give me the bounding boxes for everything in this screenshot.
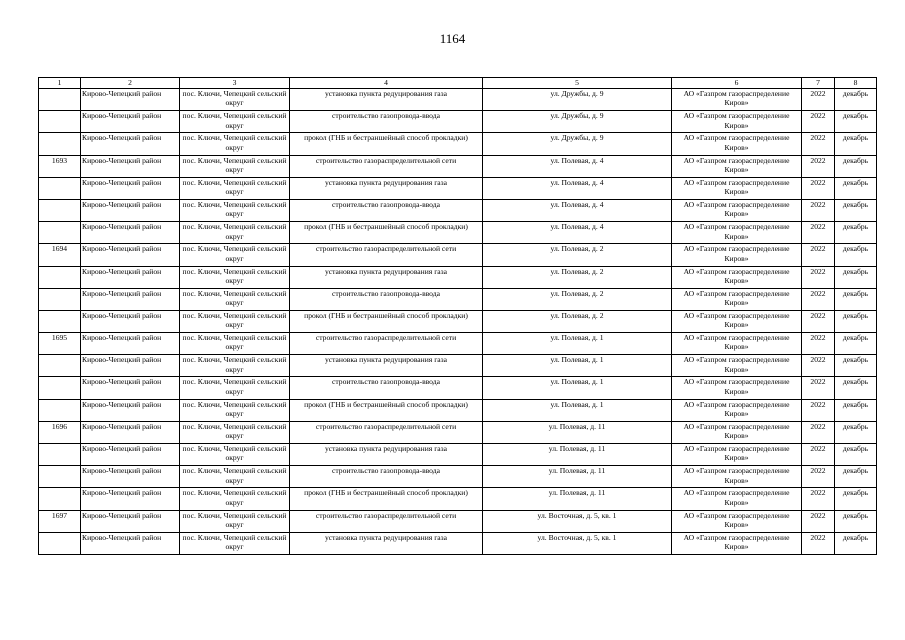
year-cell: 2022 xyxy=(802,266,835,288)
table-row xyxy=(39,355,877,377)
district-cell: Кирово-Чепецкий район xyxy=(81,399,180,421)
column-header-3: 3 xyxy=(180,78,290,89)
column-header-4: 4 xyxy=(290,78,483,89)
row-number-cell xyxy=(39,111,81,133)
row-number-cell xyxy=(39,310,81,332)
month-cell: декабрь xyxy=(835,488,877,510)
locality-cell: пос. Ключи, Чепецкий сельский округ xyxy=(180,488,290,510)
work-type-cell: установка пункта редуцирования газа xyxy=(290,266,483,288)
locality-cell: пос. Ключи, Чепецкий сельский округ xyxy=(180,177,290,199)
month-cell: декабрь xyxy=(835,266,877,288)
locality-cell: пос. Ключи, Чепецкий сельский округ xyxy=(180,510,290,532)
address-cell: ул. Дружбы, д. 9 xyxy=(483,111,672,133)
row-number-cell xyxy=(39,466,81,488)
year-cell: 2022 xyxy=(802,133,835,155)
work-type-cell: прокол (ГНБ и бестраншейный способ прокладки) xyxy=(290,488,483,510)
table-row xyxy=(39,488,877,510)
organization-cell: АО «Газпром газораспределение Киров» xyxy=(672,133,802,155)
year-cell: 2022 xyxy=(802,199,835,221)
table-row xyxy=(39,244,877,266)
column-header-8: 8 xyxy=(835,78,877,89)
year-cell: 2022 xyxy=(802,355,835,377)
organization-cell: АО «Газпром газораспределение Киров» xyxy=(672,199,802,221)
table-row xyxy=(39,266,877,288)
work-type-cell: установка пункта редуцирования газа xyxy=(290,444,483,466)
work-type-cell: прокол (ГНБ и бестраншейный способ прокладки) xyxy=(290,399,483,421)
table-header-row xyxy=(39,78,877,89)
row-number-cell xyxy=(39,488,81,510)
work-type-cell: строительство газораспределительной сети xyxy=(290,421,483,443)
row-number-cell xyxy=(39,288,81,310)
month-cell: декабрь xyxy=(835,399,877,421)
locality-cell: пос. Ключи, Чепецкий сельский округ xyxy=(180,532,290,554)
month-cell: декабрь xyxy=(835,510,877,532)
month-cell: декабрь xyxy=(835,532,877,554)
month-cell: декабрь xyxy=(835,421,877,443)
district-cell: Кирово-Чепецкий район xyxy=(81,177,180,199)
table-body xyxy=(39,89,877,555)
year-cell: 2022 xyxy=(802,244,835,266)
column-header-1: 1 xyxy=(39,78,81,89)
row-number-cell xyxy=(39,199,81,221)
row-number-cell xyxy=(39,266,81,288)
table-row xyxy=(39,399,877,421)
locality-cell: пос. Ключи, Чепецкий сельский округ xyxy=(180,133,290,155)
address-cell: ул. Полевая, д. 11 xyxy=(483,421,672,443)
year-cell: 2022 xyxy=(802,111,835,133)
row-number-cell: 1693 xyxy=(39,155,81,177)
address-cell: ул. Полевая, д. 2 xyxy=(483,266,672,288)
address-cell: ул. Полевая, д. 4 xyxy=(483,177,672,199)
row-number-cell xyxy=(39,222,81,244)
table-row xyxy=(39,288,877,310)
year-cell: 2022 xyxy=(802,466,835,488)
year-cell: 2022 xyxy=(802,288,835,310)
table-row xyxy=(39,199,877,221)
locality-cell: пос. Ключи, Чепецкий сельский округ xyxy=(180,399,290,421)
row-number-cell xyxy=(39,89,81,111)
month-cell: декабрь xyxy=(835,288,877,310)
organization-cell: АО «Газпром газораспределение Киров» xyxy=(672,222,802,244)
organization-cell: АО «Газпром газораспределение Киров» xyxy=(672,488,802,510)
organization-cell: АО «Газпром газораспределение Киров» xyxy=(672,466,802,488)
month-cell: декабрь xyxy=(835,466,877,488)
table-row xyxy=(39,133,877,155)
month-cell: декабрь xyxy=(835,444,877,466)
page-number: 1164 xyxy=(439,31,466,46)
row-number-cell: 1697 xyxy=(39,510,81,532)
locality-cell: пос. Ключи, Чепецкий сельский округ xyxy=(180,355,290,377)
year-cell: 2022 xyxy=(802,444,835,466)
work-type-cell: прокол (ГНБ и бестраншейный способ прокладки) xyxy=(290,222,483,244)
address-cell: ул. Полевая, д. 1 xyxy=(483,355,672,377)
organization-cell: АО «Газпром газораспределение Киров» xyxy=(672,355,802,377)
data-table xyxy=(38,77,877,555)
district-cell: Кирово-Чепецкий район xyxy=(81,89,180,111)
locality-cell: пос. Ключи, Чепецкий сельский округ xyxy=(180,199,290,221)
district-cell: Кирово-Чепецкий район xyxy=(81,288,180,310)
organization-cell: АО «Газпром газораспределение Киров» xyxy=(672,377,802,399)
address-cell: ул. Полевая, д. 11 xyxy=(483,466,672,488)
table-row xyxy=(39,444,877,466)
table-row xyxy=(39,111,877,133)
row-number-cell: 1694 xyxy=(39,244,81,266)
organization-cell: АО «Газпром газораспределение Киров» xyxy=(672,266,802,288)
locality-cell: пос. Ключи, Чепецкий сельский округ xyxy=(180,466,290,488)
organization-cell: АО «Газпром газораспределение Киров» xyxy=(672,177,802,199)
organization-cell: АО «Газпром газораспределение Киров» xyxy=(672,510,802,532)
district-cell: Кирово-Чепецкий район xyxy=(81,421,180,443)
year-cell: 2022 xyxy=(802,177,835,199)
locality-cell: пос. Ключи, Чепецкий сельский округ xyxy=(180,288,290,310)
organization-cell: АО «Газпром газораспределение Киров» xyxy=(672,310,802,332)
table-row xyxy=(39,377,877,399)
address-cell: ул. Полевая, д. 2 xyxy=(483,310,672,332)
district-cell: Кирово-Чепецкий район xyxy=(81,444,180,466)
district-cell: Кирово-Чепецкий район xyxy=(81,155,180,177)
address-cell: ул. Полевая, д. 2 xyxy=(483,288,672,310)
address-cell: ул. Полевая, д. 1 xyxy=(483,333,672,355)
district-cell: Кирово-Чепецкий район xyxy=(81,510,180,532)
organization-cell: АО «Газпром газораспределение Киров» xyxy=(672,532,802,554)
district-cell: Кирово-Чепецкий район xyxy=(81,199,180,221)
column-header-7: 7 xyxy=(802,78,835,89)
table-row xyxy=(39,222,877,244)
row-number-cell xyxy=(39,532,81,554)
locality-cell: пос. Ключи, Чепецкий сельский округ xyxy=(180,310,290,332)
organization-cell: АО «Газпром газораспределение Киров» xyxy=(672,111,802,133)
district-cell: Кирово-Чепецкий район xyxy=(81,488,180,510)
district-cell: Кирово-Чепецкий район xyxy=(81,111,180,133)
table-row xyxy=(39,155,877,177)
locality-cell: пос. Ключи, Чепецкий сельский округ xyxy=(180,244,290,266)
work-type-cell: строительство газопровода-ввода xyxy=(290,199,483,221)
work-type-cell: установка пункта редуцирования газа xyxy=(290,177,483,199)
district-cell: Кирово-Чепецкий район xyxy=(81,133,180,155)
year-cell: 2022 xyxy=(802,89,835,111)
locality-cell: пос. Ключи, Чепецкий сельский округ xyxy=(180,444,290,466)
table-row xyxy=(39,177,877,199)
address-cell: ул. Полевая, д. 1 xyxy=(483,399,672,421)
year-cell: 2022 xyxy=(802,488,835,510)
district-cell: Кирово-Чепецкий район xyxy=(81,466,180,488)
locality-cell: пос. Ключи, Чепецкий сельский округ xyxy=(180,89,290,111)
work-type-cell: строительство газопровода-ввода xyxy=(290,377,483,399)
column-header-5: 5 xyxy=(483,78,672,89)
row-number-cell xyxy=(39,355,81,377)
year-cell: 2022 xyxy=(802,377,835,399)
work-type-cell: строительство газораспределительной сети xyxy=(290,510,483,532)
locality-cell: пос. Ключи, Чепецкий сельский округ xyxy=(180,333,290,355)
district-cell: Кирово-Чепецкий район xyxy=(81,222,180,244)
district-cell: Кирово-Чепецкий район xyxy=(81,266,180,288)
address-cell: ул. Полевая, д. 1 xyxy=(483,377,672,399)
table-row xyxy=(39,333,877,355)
organization-cell: АО «Газпром газораспределение Киров» xyxy=(672,244,802,266)
month-cell: декабрь xyxy=(835,177,877,199)
month-cell: декабрь xyxy=(835,111,877,133)
organization-cell: АО «Газпром газораспределение Киров» xyxy=(672,421,802,443)
row-number-cell xyxy=(39,177,81,199)
district-cell: Кирово-Чепецкий район xyxy=(81,532,180,554)
year-cell: 2022 xyxy=(802,532,835,554)
month-cell: декабрь xyxy=(835,333,877,355)
row-number-cell: 1695 xyxy=(39,333,81,355)
month-cell: декабрь xyxy=(835,89,877,111)
work-type-cell: прокол (ГНБ и бестраншейный способ прокладки) xyxy=(290,310,483,332)
month-cell: декабрь xyxy=(835,310,877,332)
year-cell: 2022 xyxy=(802,399,835,421)
row-number-cell xyxy=(39,377,81,399)
locality-cell: пос. Ключи, Чепецкий сельский округ xyxy=(180,266,290,288)
month-cell: декабрь xyxy=(835,222,877,244)
table-row xyxy=(39,89,877,111)
organization-cell: АО «Газпром газораспределение Киров» xyxy=(672,288,802,310)
organization-cell: АО «Газпром газораспределение Киров» xyxy=(672,333,802,355)
organization-cell: АО «Газпром газораспределение Киров» xyxy=(672,444,802,466)
month-cell: декабрь xyxy=(835,355,877,377)
locality-cell: пос. Ключи, Чепецкий сельский округ xyxy=(180,377,290,399)
district-cell: Кирово-Чепецкий район xyxy=(81,377,180,399)
year-cell: 2022 xyxy=(802,510,835,532)
month-cell: декабрь xyxy=(835,133,877,155)
district-cell: Кирово-Чепецкий район xyxy=(81,310,180,332)
table-row xyxy=(39,310,877,332)
address-cell: ул. Полевая, д. 4 xyxy=(483,155,672,177)
work-type-cell: установка пункта редуцирования газа xyxy=(290,89,483,111)
organization-cell: АО «Газпром газораспределение Киров» xyxy=(672,89,802,111)
address-cell: ул. Полевая, д. 4 xyxy=(483,222,672,244)
year-cell: 2022 xyxy=(802,421,835,443)
row-number-cell xyxy=(39,444,81,466)
district-cell: Кирово-Чепецкий район xyxy=(81,244,180,266)
locality-cell: пос. Ключи, Чепецкий сельский округ xyxy=(180,111,290,133)
district-cell: Кирово-Чепецкий район xyxy=(81,333,180,355)
table-row xyxy=(39,532,877,554)
work-type-cell: строительство газораспределительной сети xyxy=(290,333,483,355)
row-number-cell xyxy=(39,133,81,155)
table-row xyxy=(39,466,877,488)
address-cell: ул. Дружбы, д. 9 xyxy=(483,133,672,155)
organization-cell: АО «Газпром газораспределение Киров» xyxy=(672,155,802,177)
year-cell: 2022 xyxy=(802,333,835,355)
work-type-cell: строительство газораспределительной сети xyxy=(290,155,483,177)
locality-cell: пос. Ключи, Чепецкий сельский округ xyxy=(180,222,290,244)
column-header-6: 6 xyxy=(672,78,802,89)
month-cell: декабрь xyxy=(835,244,877,266)
table-row xyxy=(39,510,877,532)
year-cell: 2022 xyxy=(802,310,835,332)
locality-cell: пос. Ключи, Чепецкий сельский округ xyxy=(180,155,290,177)
address-cell: ул. Полевая, д. 11 xyxy=(483,444,672,466)
address-cell: ул. Восточная, д. 5, кв. 1 xyxy=(483,510,672,532)
year-cell: 2022 xyxy=(802,155,835,177)
month-cell: декабрь xyxy=(835,377,877,399)
address-cell: ул. Дружбы, д. 9 xyxy=(483,89,672,111)
work-type-cell: строительство газораспределительной сети xyxy=(290,244,483,266)
work-type-cell: строительство газопровода-ввода xyxy=(290,466,483,488)
address-cell: ул. Полевая, д. 11 xyxy=(483,488,672,510)
table-row xyxy=(39,421,877,443)
work-type-cell: установка пункта редуцирования газа xyxy=(290,532,483,554)
column-header-2: 2 xyxy=(81,78,180,89)
address-cell: ул. Полевая, д. 4 xyxy=(483,199,672,221)
work-type-cell: строительство газопровода-ввода xyxy=(290,288,483,310)
address-cell: ул. Восточная, д. 5, кв. 1 xyxy=(483,532,672,554)
district-cell: Кирово-Чепецкий район xyxy=(81,355,180,377)
work-type-cell: прокол (ГНБ и бестраншейный способ прокладки) xyxy=(290,133,483,155)
year-cell: 2022 xyxy=(802,222,835,244)
locality-cell: пос. Ключи, Чепецкий сельский округ xyxy=(180,421,290,443)
organization-cell: АО «Газпром газораспределение Киров» xyxy=(672,399,802,421)
address-cell: ул. Полевая, д. 2 xyxy=(483,244,672,266)
work-type-cell: строительство газопровода-ввода xyxy=(290,111,483,133)
work-type-cell: установка пункта редуцирования газа xyxy=(290,355,483,377)
month-cell: декабрь xyxy=(835,199,877,221)
row-number-cell: 1696 xyxy=(39,421,81,443)
month-cell: декабрь xyxy=(835,155,877,177)
row-number-cell xyxy=(39,399,81,421)
